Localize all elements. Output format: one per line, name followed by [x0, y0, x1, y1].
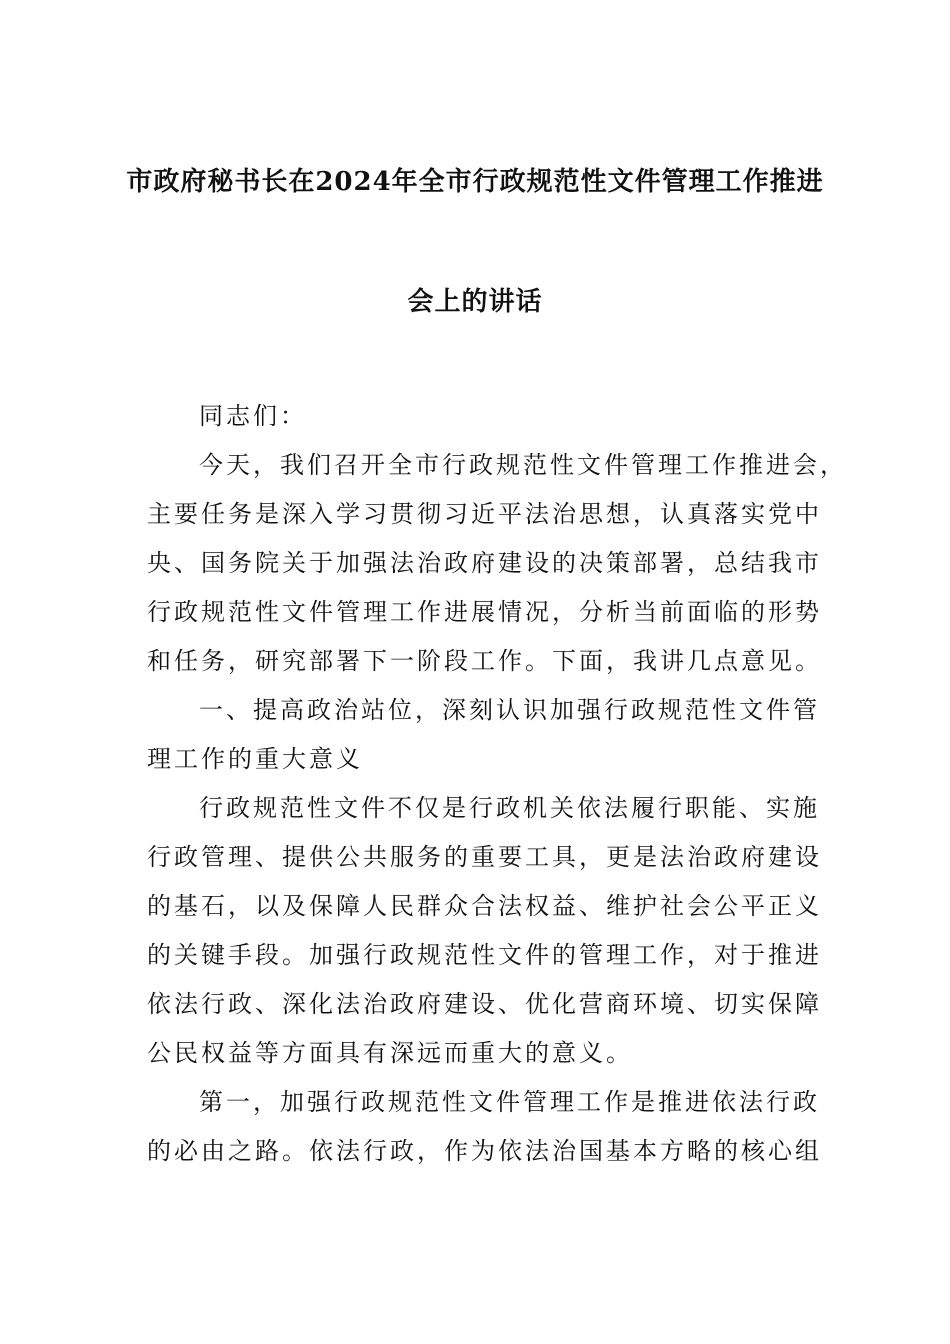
body-line: 主要任务是深入学习贯彻习近平法治思想，认真落实党中 — [147, 500, 822, 528]
document-body — [147, 392, 847, 1176]
body-line: 和任务，研究部署下一阶段工作。下面，我讲几点意见。 — [147, 647, 822, 675]
section-heading-line: 一、提高政治站位，深刻认识加强行政规范性文件管 — [199, 696, 820, 724]
body-line: 行政管理、提供公共服务的重要工具，更是法治政府建设 — [147, 843, 822, 871]
body-line: 第一，加强行政规范性文件管理工作是推进依法行政 — [199, 1088, 820, 1116]
body-line: 公民权益等方面具有深远而重大的意义。 — [147, 1039, 633, 1067]
document-title-line-1: 市政府秘书长在2024年全市行政规范性文件管理工作推进 — [126, 167, 824, 197]
section-heading-line: 理工作的重大意义 — [147, 745, 363, 773]
body-line: 行政规范性文件不仅是行政机关依法履行职能、实施 — [199, 794, 820, 822]
body-line: 今天，我们召开全市行政规范性文件管理工作推进会， — [199, 451, 847, 479]
body-line: 的基石，以及保障人民群众合法权益、维护社会公平正义 — [147, 892, 822, 920]
document-title-line-2: 会上的讲话 — [407, 287, 543, 317]
body-line: 依法行政、深化法治政府建设、优化营商环境、切实保障 — [147, 990, 822, 1018]
body-line: 的关键手段。加强行政规范性文件的管理工作，对于推进 — [147, 941, 822, 969]
body-line: 的必由之路。依法行政，作为依法治国基本方略的核心组 — [147, 1137, 822, 1165]
body-line: 央、国务院关于加强法治政府建设的决策部署，总结我市 — [147, 549, 822, 577]
body-line: 行政规范性文件管理工作进展情况，分析当前面临的形势 — [147, 598, 822, 626]
salutation: 同志们： — [199, 402, 307, 430]
